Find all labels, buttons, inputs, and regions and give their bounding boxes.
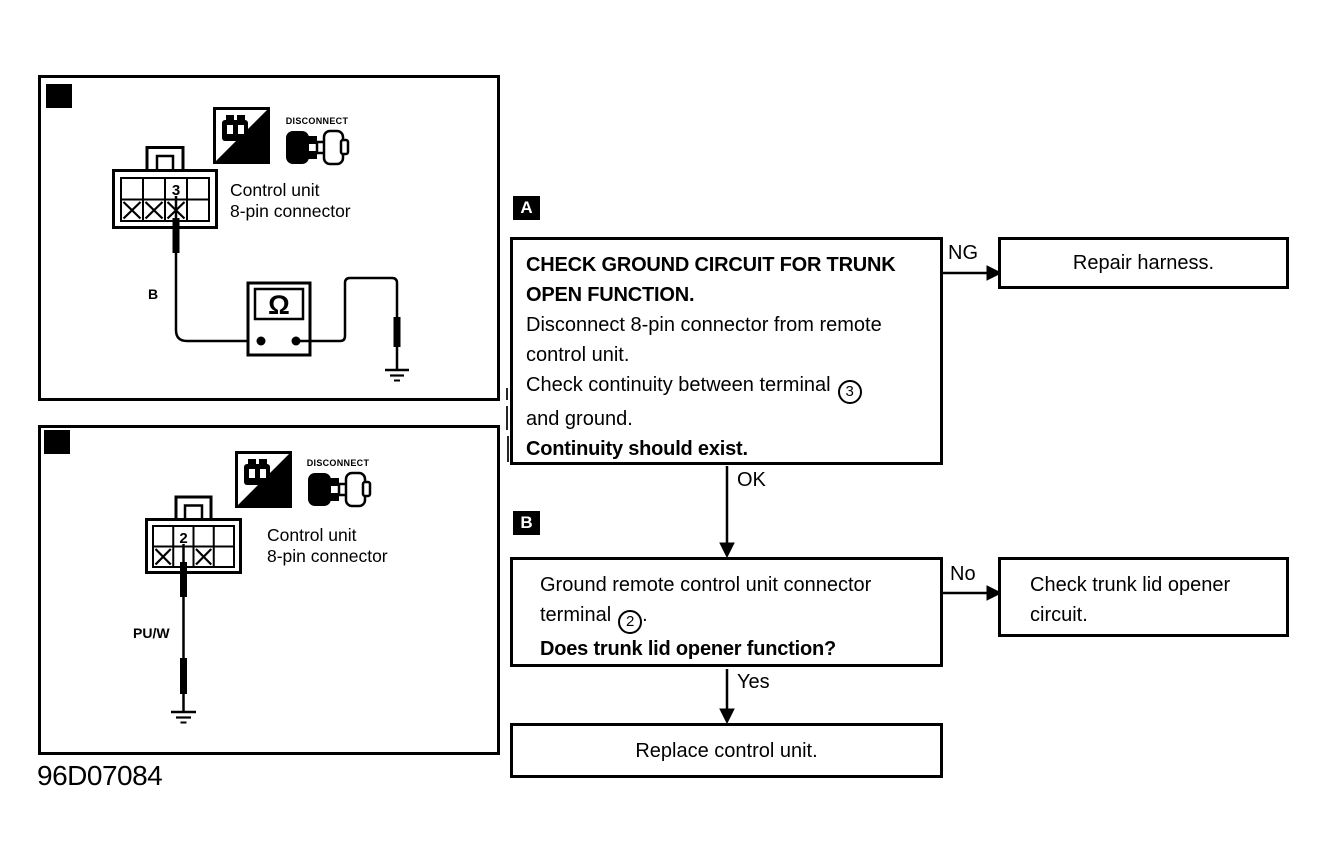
wiring-diagram-panel-b	[38, 425, 500, 755]
no-label: No	[950, 563, 976, 585]
step-b-body-line2: terminal 2 .	[540, 600, 932, 634]
replace-control-unit-box	[510, 723, 943, 778]
flow-step-b-badge: B	[513, 511, 540, 535]
check-trunk-line1: Check trunk lid opener	[1030, 574, 1231, 596]
scan-artifact	[506, 406, 508, 430]
panel-a-badge	[46, 84, 72, 108]
connector-a-caption-line1: Control unit	[230, 180, 320, 200]
terminal-2-circle: 2	[618, 610, 642, 634]
yes-arrowhead	[720, 709, 734, 723]
repair-harness-text: Repair harness.	[1072, 252, 1215, 274]
wiring-diagram-b-canvas	[38, 425, 500, 755]
hs-tool-icon	[237, 453, 291, 507]
flow-step-a-box	[510, 237, 943, 465]
hs-tool-icon	[215, 109, 269, 163]
connector-a-caption-line2: 8-pin connector	[230, 201, 351, 221]
step-a-title-line2: OPEN FUNCTION.	[526, 284, 695, 306]
step-a-body-line3: Check continuity between terminal 3	[526, 370, 932, 404]
step-b-question: Does trunk lid opener function?	[540, 637, 837, 660]
step-b-body-line1: Ground remote control unit connector	[540, 574, 872, 596]
figure-code: 96D07084	[37, 760, 163, 791]
flow-step-a-badge: A	[513, 196, 540, 220]
step-a-body-line2: control unit.	[526, 344, 630, 366]
scan-artifact	[507, 436, 509, 462]
ohmmeter-symbol: Ω	[268, 290, 290, 320]
connector-b-caption-line1: Control unit	[267, 525, 357, 545]
ok-label: OK	[737, 469, 766, 491]
hs-icon-label: H.S.	[258, 489, 286, 504]
hs-icon-label: H.S.	[236, 145, 264, 160]
check-trunk-lid-box	[998, 557, 1289, 637]
wire-color-label-b: PU/W	[133, 625, 170, 641]
connector-b-caption-line2: 8-pin connector	[267, 546, 388, 566]
connector-a-terminal-number: 3	[171, 182, 181, 199]
ohmmeter-left-probe-jack	[257, 337, 266, 346]
disconnect-icon-label: DISCONNECT	[285, 116, 349, 126]
wiring-diagram-a-canvas	[38, 75, 500, 401]
step-a-emphasis: Continuity should exist.	[526, 437, 748, 460]
disconnect-icon-label: DISCONNECT	[306, 458, 370, 468]
step-a-body-line4: and ground.	[526, 407, 633, 430]
check-trunk-line2: circuit.	[1030, 604, 1088, 626]
terminal-3-circle: 3	[838, 380, 862, 404]
wiring-diagram-panel-a	[38, 75, 500, 401]
ok-arrowhead	[720, 543, 734, 557]
panel-b-badge	[44, 430, 70, 454]
yes-label: Yes	[737, 671, 770, 693]
replace-control-unit-text: Replace control unit.	[635, 739, 818, 762]
panel-b-badge-letter: B	[50, 433, 64, 452]
ohmmeter-icon	[248, 283, 310, 355]
panel-a-badge-letter: A	[52, 87, 66, 106]
connector-b-terminal-number: 2	[179, 530, 188, 547]
repair-harness-box	[998, 237, 1289, 289]
ng-label: NG	[948, 242, 978, 264]
scan-artifact	[506, 388, 508, 400]
flow-step-b-box	[510, 557, 943, 667]
disconnect-icon	[307, 458, 370, 506]
connector-a-latch-slot	[157, 156, 173, 171]
wire-color-label-a: B	[148, 286, 159, 302]
step-a-body-line1: Disconnect 8-pin connector from remote	[526, 314, 882, 336]
step-a-title-line1: CHECK GROUND CIRCUIT FOR TRUNK	[526, 254, 896, 276]
